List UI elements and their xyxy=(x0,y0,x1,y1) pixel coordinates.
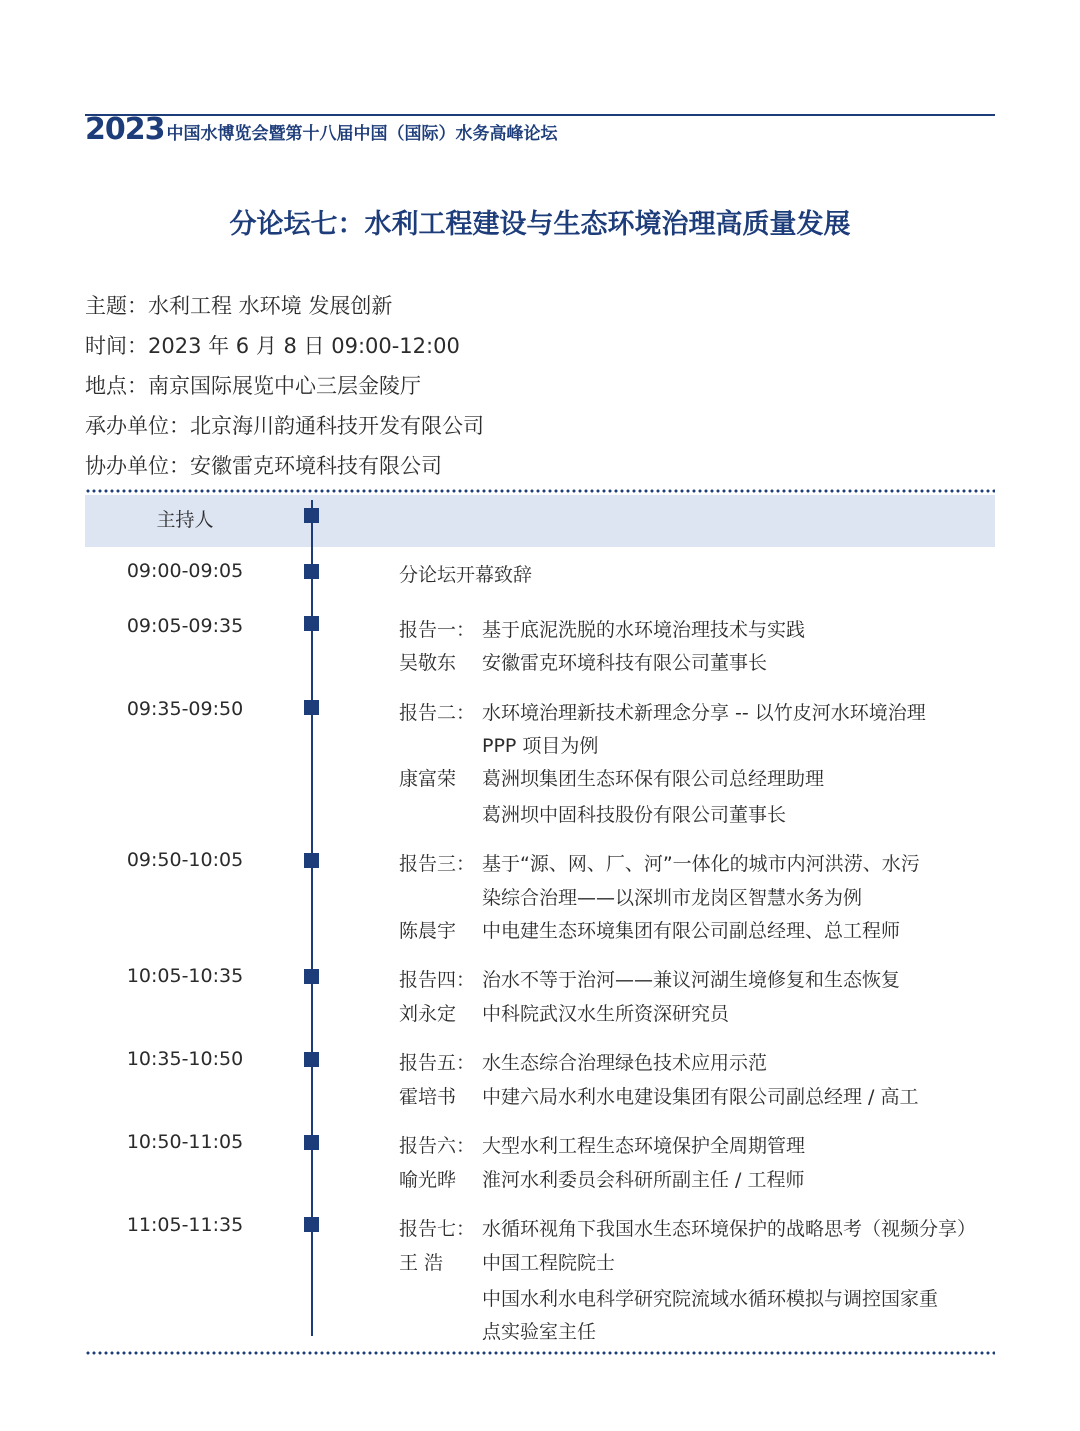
time-slot: 09:05-09:35 xyxy=(126,615,244,637)
report-title: PPP 项目为例 xyxy=(482,735,599,757)
report-title: 大型水利工程生态环境保护全周期管理 xyxy=(482,1135,806,1157)
report-label: 报告二： xyxy=(399,702,476,724)
speaker-name: 王 浩 xyxy=(399,1252,444,1274)
time-slot: 10:35-10:50 xyxy=(126,1048,244,1070)
info-block xyxy=(85,286,484,486)
timeline-marker xyxy=(304,700,319,715)
timeline-marker xyxy=(304,1052,319,1067)
time-slot: 10:05-10:35 xyxy=(126,965,244,987)
report-title: 水循环视角下我国水生态环境保护的战略思考（视频分享） xyxy=(482,1218,977,1240)
report-title: 染综合治理——以深圳市龙岗区智慧水务为例 xyxy=(482,887,863,909)
report-title: 水生态综合治理绿色技术应用示范 xyxy=(482,1052,768,1074)
dotted-divider-top xyxy=(85,489,995,493)
timeline-marker xyxy=(304,564,319,579)
info-theme: 主题：水利工程 水环境 发展创新 xyxy=(85,294,393,318)
speaker-name: 陈晨宇 xyxy=(399,920,457,942)
timeline-marker xyxy=(304,1217,319,1232)
report-title: 基于底泥洗脱的水环境治理技术与实践 xyxy=(482,619,806,641)
speaker-name: 喻光晔 xyxy=(399,1169,457,1191)
info-co-organizer: 协办单位：安徽雷克环境科技有限公司 xyxy=(85,454,442,478)
info-organizer: 承办单位：北京海川韵通科技开发有限公司 xyxy=(85,414,484,438)
speaker-affiliation: 葛洲坝集团生态环保有限公司总经理助理 xyxy=(482,768,825,790)
report-label: 报告三： xyxy=(399,853,476,875)
host-label: 主持人 xyxy=(156,509,214,531)
speaker-name: 康富荣 xyxy=(399,768,457,790)
speaker-affiliation: 中国工程院院士 xyxy=(482,1252,616,1274)
time-slot: 11:05-11:35 xyxy=(126,1214,244,1236)
report-label: 报告四： xyxy=(399,969,476,991)
header xyxy=(85,112,558,147)
speaker-affiliation: 中建六局水利水电建设集团有限公司副总经理 / 高工 xyxy=(482,1086,919,1108)
timeline-marker-host xyxy=(304,508,319,523)
time-slot: 09:35-09:50 xyxy=(126,698,244,720)
speaker-name: 吴敬东 xyxy=(399,652,457,674)
speaker-affiliation: 中科院武汉水生所资深研究员 xyxy=(482,1003,730,1025)
info-location: 地点：南京国际展览中心三层金陵厅 xyxy=(85,374,421,398)
time-slot: 09:00-09:05 xyxy=(126,560,244,582)
report-title: 治水不等于治河——兼议河湖生境修复和生态恢复 xyxy=(482,969,901,991)
speaker-affiliation: 点实验室主任 xyxy=(482,1321,597,1343)
timeline-marker xyxy=(304,853,319,868)
timeline-marker xyxy=(304,1135,319,1150)
dotted-divider-bottom xyxy=(85,1351,995,1355)
speaker-affiliation: 淮河水利委员会科研所副主任 / 工程师 xyxy=(482,1169,805,1191)
forum-title: 分论坛七：水利工程建设与生态环境治理高质量发展 xyxy=(229,209,851,240)
speaker-affiliation: 葛洲坝中固科技股份有限公司董事长 xyxy=(482,804,787,826)
speaker-affiliation: 安徽雷克环境科技有限公司董事长 xyxy=(482,652,768,674)
speaker-affiliation: 中国水利水电科学研究院流域水循环模拟与调控国家重 xyxy=(482,1288,939,1310)
info-time: 时间：2023 年 6 月 8 日 09:00-12:00 xyxy=(85,334,460,358)
time-slot: 10:50-11:05 xyxy=(126,1131,244,1153)
speaker-name: 刘永定 xyxy=(399,1003,457,1025)
report-label: 报告五： xyxy=(399,1052,476,1074)
header-year: 2023 xyxy=(85,112,165,147)
opening-remarks: 分论坛开幕致辞 xyxy=(399,564,533,586)
speaker-name: 霍培书 xyxy=(399,1086,457,1108)
report-label: 报告七： xyxy=(399,1218,476,1240)
speaker-affiliation: 中电建生态环境集团有限公司副总经理、总工程师 xyxy=(482,920,901,942)
time-slot: 09:50-10:05 xyxy=(126,849,244,871)
report-label: 报告六： xyxy=(399,1135,476,1157)
header-text: 中国水博览会暨第十八届中国（国际）水务高峰论坛 xyxy=(166,124,558,144)
report-label: 报告一： xyxy=(399,619,476,641)
timeline-marker xyxy=(304,616,319,631)
report-title: 基于“源、网、厂、河”一体化的城市内河洪涝、水污 xyxy=(482,853,920,875)
report-title: 水环境治理新技术新理念分享 -- 以竹皮河水环境治理 xyxy=(482,702,926,724)
timeline-marker xyxy=(304,969,319,984)
